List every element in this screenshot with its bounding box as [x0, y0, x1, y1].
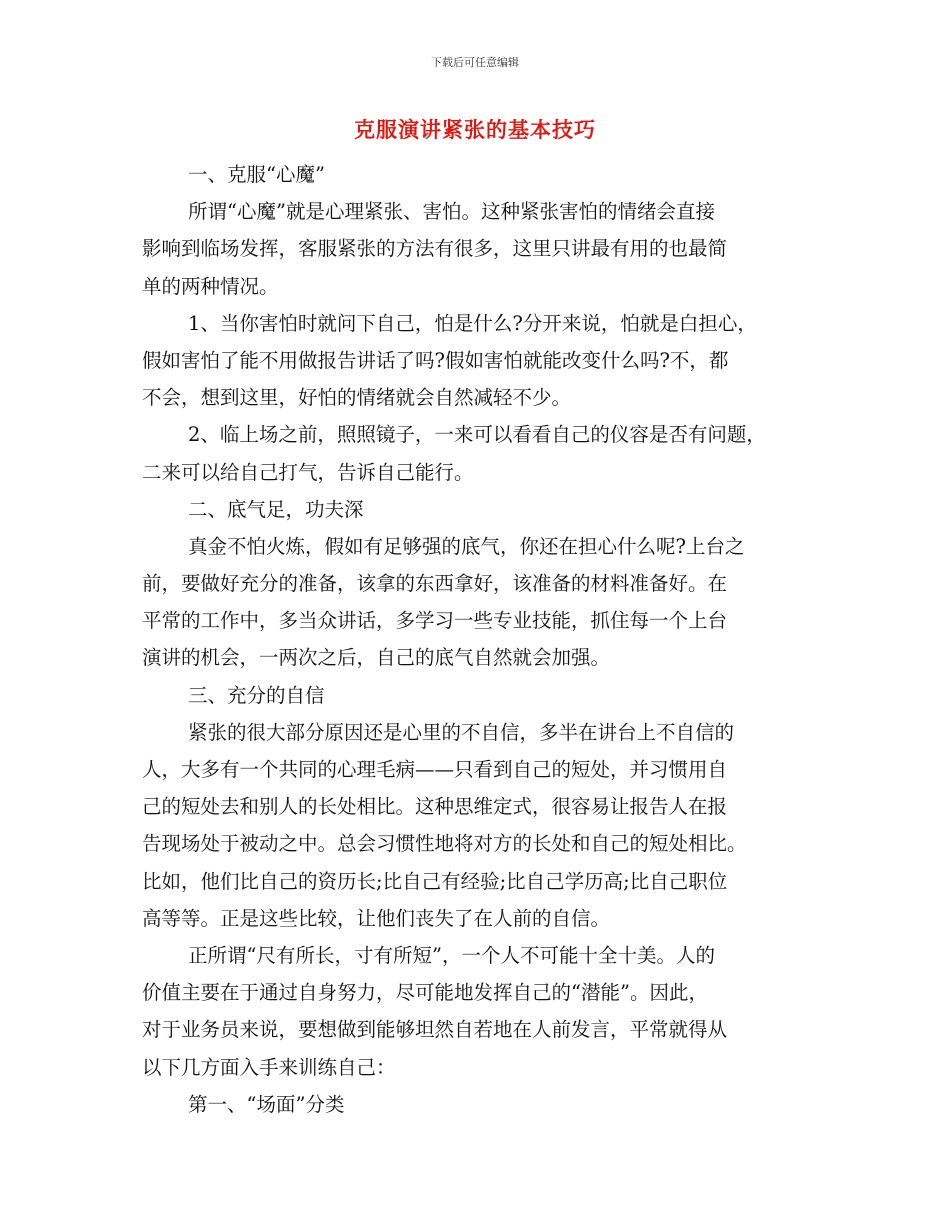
- document-body: [142, 156, 810, 1123]
- text-line: 前，要做好充分的准备，该拿的东西拿好，该准备的材料准备好。在: [142, 572, 728, 596]
- text-line: 第一、“场面”分类: [188, 1092, 345, 1116]
- text-line: 价值主要在于通过自身努力，尽可能地发挥自己的“潜能”。因此，: [142, 981, 708, 1005]
- header-note: 下载后可任意编辑: [431, 56, 519, 69]
- text-line: 正所谓“尺有所长，寸有所短”，一个人不可能十全十美。人的: [188, 943, 715, 967]
- text-line: 单的两种情况。: [142, 274, 279, 298]
- text-line: 1、当你害怕时就问下自己，怕是什么?分开来说，怕就是白担心，: [188, 311, 757, 335]
- text-line: 真金不怕火炼，假如有足够强的底气，你还在担心什么呢?上台之: [188, 534, 745, 558]
- text-line: 一、克服“心魔”: [188, 163, 325, 186]
- text-line: 人，大多有一个共同的心理毛病——只看到自己的短处，并习惯用自: [142, 758, 728, 781]
- text-line: 演讲的机会，一两次之后，自己的底气自然就会加强。: [142, 646, 611, 670]
- text-line: 不会，想到这里，好怕的情绪就会自然减轻不少。: [142, 386, 572, 410]
- text-line: 影响到临场发挥，客服紧张的方法有很多，这里只讲最有用的也最简: [142, 237, 728, 261]
- text-line: 告现场处于被动之中。总会习惯性地将对方的长处和自己的短处相比。: [142, 832, 747, 856]
- text-line: 三、充分的自信: [188, 683, 325, 707]
- text-line: 己的短处去和别人的长处相比。这种思维定式，很容易让报告人在报: [142, 795, 728, 819]
- text-line: 紧张的很大部分原因还是心里的不自信，多半在讲台上不自信的: [188, 720, 735, 744]
- document-title: 克服演讲紧张的基本技巧: [354, 117, 596, 142]
- text-line: 2、临上场之前，照照镜子，一来可以看看自己的仪容是否有问题，: [188, 423, 766, 447]
- text-line: 假如害怕了能不用做报告讲话了吗?假如害怕就能改变什么吗?不，都: [142, 348, 729, 372]
- text-line: 所谓“心魔”就是心理紧张、害怕。这种紧张害怕的情绪会直接: [188, 200, 715, 224]
- text-line: 平常的工作中，多当众讲话，多学习一些专业技能，抓住每一个上台: [142, 609, 728, 633]
- text-line: 二来可以给自己打气，告诉自己能行。: [142, 460, 474, 484]
- text-line: 比如，他们比自己的资历长;比自己有经验;比自己学历高;比自己职位: [142, 869, 728, 893]
- text-line: 高等等。正是这些比较，让他们丧失了在人前的自信。: [142, 906, 611, 930]
- text-line: 二、底气足，功夫深: [188, 497, 364, 521]
- text-line: 对于业务员来说，要想做到能够坦然自若地在人前发言，平常就得从: [142, 1018, 728, 1042]
- text-line: 以下几方面入手来训练自己：: [142, 1055, 396, 1079]
